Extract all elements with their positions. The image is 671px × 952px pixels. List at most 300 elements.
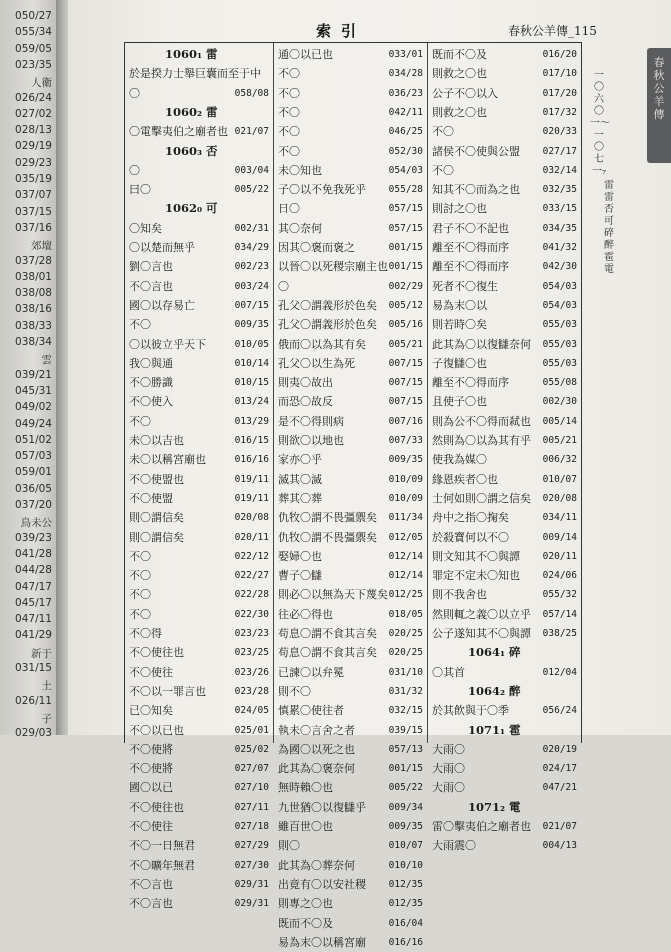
entry-reference: 001/15 xyxy=(388,763,423,775)
index-entry xyxy=(274,624,427,643)
index-entry xyxy=(125,624,273,643)
entry-reference: 027/17 xyxy=(542,145,577,157)
entry-text: 孔父〇謂義形於色矣 xyxy=(278,298,377,312)
entry-reference: 005/21 xyxy=(542,435,577,446)
entry-reference: 023/23 xyxy=(234,628,269,639)
entry-reference: 009/35 xyxy=(388,821,423,832)
index-column-2 xyxy=(274,43,428,949)
index-entry xyxy=(125,759,273,778)
entry-text: 則夷〇故出 xyxy=(278,376,333,390)
entry-text: 無時賴〇也 xyxy=(278,781,333,795)
entry-text: 劉〇言也 xyxy=(129,260,173,274)
entry-text: 執未〇言舍之者 xyxy=(278,723,355,737)
left-page-ref: 038/16 xyxy=(15,303,52,316)
entry-text: 罪定不定未〇知也 xyxy=(432,569,520,583)
entry-text: 不〇使往也 xyxy=(129,646,184,660)
index-entry xyxy=(274,585,427,604)
entry-text: 子復讎〇也 xyxy=(432,356,487,370)
entry-text: 曹子〇讎 xyxy=(278,569,322,583)
entry-reference: 055/08 xyxy=(542,377,577,389)
entry-text: 於殺寶何以不〇 xyxy=(432,530,509,544)
index-entry xyxy=(428,663,581,682)
entry-text: 我〇與通 xyxy=(129,356,173,370)
index-entry xyxy=(274,817,427,836)
entry-reference: 017/10 xyxy=(542,68,577,80)
entry-text: 其〇奈何 xyxy=(278,221,322,235)
entry-text: 日〇 xyxy=(278,202,300,216)
entry-text: 不〇言也 xyxy=(129,877,173,891)
left-page-ref: 038/33 xyxy=(15,319,52,332)
entry-reference: 032/15 xyxy=(388,705,423,717)
entry-text: 士何如則〇謂之信矣 xyxy=(432,491,531,505)
left-page-ref: 041/29 xyxy=(15,629,52,642)
entry-text: 九世猶〇以復讎乎 xyxy=(278,800,366,814)
entry-text: 雷〇擊夷伯之廟者也 xyxy=(432,820,531,833)
thumb-tab-label: 春秋公羊傳 xyxy=(653,56,665,121)
index-entry xyxy=(274,392,427,411)
left-page-ref: 050/27 xyxy=(15,10,52,22)
index-entry xyxy=(274,721,427,740)
entry-reference: 056/24 xyxy=(542,705,577,717)
index-entry xyxy=(125,431,273,450)
entry-text: 不〇言也 xyxy=(129,897,173,911)
entry-reference: 012/05 xyxy=(388,531,423,543)
entry-reference: 009/35 xyxy=(388,454,423,466)
entry-text: 〇電擊夷伯之廟者也 xyxy=(129,125,228,139)
heading-character: 1071₁ 雹 xyxy=(468,722,521,737)
book-page-number: 春秋公羊傳_115 xyxy=(508,24,597,38)
left-page-ref: 039/21 xyxy=(15,368,52,381)
index-entry xyxy=(274,875,427,894)
index-entry xyxy=(274,701,427,720)
entry-text: 不〇 xyxy=(432,163,454,177)
index-entry xyxy=(125,721,273,740)
entry-text: 不〇使往 xyxy=(129,820,173,833)
entry-text: 於其飲與于〇季 xyxy=(432,704,509,718)
index-entry xyxy=(274,45,427,64)
entry-text: 不〇 xyxy=(278,144,300,158)
index-entry xyxy=(428,257,581,276)
entry-reference: 034/35 xyxy=(542,222,577,234)
left-page-ref: 037/15 xyxy=(15,205,52,218)
entry-reference: 010/07 xyxy=(388,840,423,852)
entry-reference: 009/34 xyxy=(388,801,423,813)
index-entry xyxy=(125,180,273,199)
index-entry xyxy=(274,566,427,585)
entry-reference: 032/14 xyxy=(542,164,577,176)
index-entry xyxy=(274,103,427,122)
entry-reference: 007/15 xyxy=(234,299,269,311)
entry-text: 俄而〇以為其有矣 xyxy=(278,337,366,351)
index-entry xyxy=(274,142,427,161)
entry-text: 諸侯不〇使與公盟 xyxy=(432,144,520,158)
heading-character: 1062₀ 可 xyxy=(165,201,218,216)
entry-reference: 020/11 xyxy=(542,550,577,562)
entry-reference: 025/02 xyxy=(234,743,269,755)
index-entry xyxy=(428,836,581,855)
entry-reference: 016/16 xyxy=(388,936,423,948)
entry-text: 大雨震〇 xyxy=(432,839,476,853)
left-page-ref: 047/11 xyxy=(15,613,52,626)
entry-text: 不〇使往也 xyxy=(129,800,184,814)
entry-text: 不〇 xyxy=(432,125,454,139)
entry-text: 不〇使將 xyxy=(129,742,173,756)
index-entry xyxy=(274,547,427,566)
index-entry xyxy=(274,431,427,450)
entry-reference: 034/11 xyxy=(542,512,577,524)
left-page-ref: 039/23 xyxy=(15,531,52,544)
entry-reference: 005/21 xyxy=(388,338,423,350)
entry-text: 不〇 xyxy=(129,414,151,428)
index-entry xyxy=(428,508,581,527)
entry-reference: 033/01 xyxy=(388,49,423,60)
entry-reference: 034/28 xyxy=(388,68,423,80)
entry-reference: 020/08 xyxy=(234,512,269,524)
left-page-ref: 045/17 xyxy=(15,596,52,609)
index-entry xyxy=(274,219,427,238)
index-entry xyxy=(274,682,427,701)
index-entry xyxy=(274,64,427,83)
index-entry xyxy=(428,759,581,778)
index-entry xyxy=(125,315,273,334)
entry-text: 不〇勝識 xyxy=(129,376,173,390)
index-entry xyxy=(428,296,581,315)
entry-text: 以晉〇以死稷宗廟主也 xyxy=(278,260,388,274)
left-page-ref: 026/11 xyxy=(15,694,52,707)
left-page-ref: 059/05 xyxy=(15,42,52,55)
entry-reference: 027/30 xyxy=(234,859,269,871)
entry-text: 國〇以已 xyxy=(129,781,173,795)
left-page-ref: 027/02 xyxy=(15,107,52,120)
index-entry xyxy=(125,740,273,759)
index-entry xyxy=(428,528,581,547)
index-entry xyxy=(274,663,427,682)
entry-text: 於是揆力士舉巨囊而至于中 xyxy=(129,67,261,81)
entry-reference: 047/21 xyxy=(542,782,577,794)
left-page-ref: 023/35 xyxy=(15,58,52,71)
index-entry xyxy=(428,392,581,411)
entry-text: 出竟有〇以安社稷 xyxy=(278,877,366,891)
index-entry xyxy=(125,392,273,411)
left-page-ref: 038/34 xyxy=(15,336,52,348)
heading-character: 1071₂ 電 xyxy=(468,799,521,814)
left-page-ref: 郊壇 xyxy=(31,240,52,253)
entry-text: 不〇曠年無君 xyxy=(129,858,195,872)
entry-text: 不〇以已也 xyxy=(129,723,184,737)
entry-reference: 017/32 xyxy=(542,106,577,118)
left-page-ref: 029/23 xyxy=(15,156,52,169)
index-entry xyxy=(125,64,273,83)
entry-reference: 010/14 xyxy=(234,357,269,369)
entry-reference: 020/33 xyxy=(542,126,577,138)
entry-text: 易為末〇以稱宮廟 xyxy=(278,935,366,949)
left-page-ref: 新于 xyxy=(31,647,52,660)
index-entry xyxy=(428,238,581,257)
entry-text: 知其不〇而為之也 xyxy=(432,183,520,197)
index-entry xyxy=(428,740,581,759)
index-heading xyxy=(125,103,273,122)
entry-reference: 010/07 xyxy=(542,473,577,485)
index-entry xyxy=(428,470,581,489)
index-entry xyxy=(428,122,581,141)
index-entry xyxy=(274,450,427,469)
index-heading xyxy=(428,798,581,817)
entry-reference: 005/14 xyxy=(542,415,577,427)
left-page-ref: 041/28 xyxy=(15,547,52,560)
entry-text: 則若時〇矣 xyxy=(432,318,487,332)
index-entry xyxy=(125,296,273,315)
index-entry xyxy=(125,547,273,566)
entry-reference: 042/11 xyxy=(388,106,423,118)
entry-reference: 016/20 xyxy=(542,49,577,60)
entry-text: 則為公不〇得而弒也 xyxy=(432,414,531,428)
index-heading xyxy=(125,45,273,64)
entry-reference: 003/04 xyxy=(234,164,269,176)
entry-text: 滅其〇滅 xyxy=(278,472,322,486)
index-heading xyxy=(428,721,581,740)
entry-reference: 029/31 xyxy=(234,878,269,890)
entry-reference: 057/15 xyxy=(388,203,423,215)
index-entry xyxy=(274,84,427,103)
index-entry xyxy=(125,663,273,682)
entry-reference: 055/32 xyxy=(542,589,577,601)
entry-reference: 007/33 xyxy=(388,435,423,446)
entry-reference: 055/03 xyxy=(542,357,577,369)
index-entry xyxy=(428,45,581,64)
index-entry xyxy=(428,219,581,238)
entry-reference: 020/25 xyxy=(388,647,423,659)
index-entry xyxy=(125,875,273,894)
entry-reference: 011/34 xyxy=(388,512,423,524)
entry-text: 慎累〇使往者 xyxy=(278,704,344,718)
entry-text: 則〇謂信矣 xyxy=(129,511,184,525)
running-head xyxy=(68,20,603,42)
index-entry xyxy=(125,817,273,836)
entry-reference: 017/20 xyxy=(542,87,577,99)
index-entry xyxy=(274,528,427,547)
index-table xyxy=(124,42,582,949)
entry-reference: 022/12 xyxy=(234,550,269,562)
index-entry xyxy=(428,817,581,836)
entry-text: 然則輒之義〇以立乎 xyxy=(432,607,531,621)
index-entry xyxy=(274,199,427,218)
index-entry xyxy=(274,180,427,199)
index-entry xyxy=(125,566,273,585)
index-entry xyxy=(274,778,427,797)
index-entry xyxy=(428,431,581,450)
entry-text: 不〇使盟也 xyxy=(129,472,184,486)
entry-text: 不〇使往 xyxy=(129,665,173,679)
entry-text: 國〇以存易亡 xyxy=(129,298,195,312)
entry-text: 未〇以吉也 xyxy=(129,434,184,447)
index-entry xyxy=(274,856,427,875)
entry-text: 則〇 xyxy=(278,839,300,853)
entry-reference: 023/25 xyxy=(234,647,269,659)
left-page-ref: 子 xyxy=(41,712,52,725)
entry-reference: 010/15 xyxy=(234,377,269,389)
entry-reference: 004/13 xyxy=(542,840,577,852)
entry-text: 則必〇以無為天下蔑矣 xyxy=(278,588,388,602)
index-entry xyxy=(125,778,273,797)
index-entry xyxy=(274,277,427,296)
entry-text: 是不〇得則病 xyxy=(278,414,344,428)
index-entry xyxy=(125,470,273,489)
entry-text: 未〇以稱宮廟也 xyxy=(129,453,206,467)
index-entry xyxy=(274,894,427,913)
left-page-ref: 049/02 xyxy=(15,401,52,414)
entry-text: 則救之〇也 xyxy=(432,105,487,119)
heading-character: 1064₂ 醉 xyxy=(468,683,521,698)
entry-text: 此其為〇褒奈何 xyxy=(278,762,355,776)
index-entry xyxy=(274,373,427,392)
entry-reference: 012/25 xyxy=(388,589,423,601)
left-page-ref: 人衛 xyxy=(31,77,52,90)
entry-text: 已〇知矣 xyxy=(129,704,173,718)
index-entry xyxy=(274,798,427,817)
entry-text: 苟息〇謂不食其言矣 xyxy=(278,646,377,660)
entry-text: 不〇 xyxy=(129,549,151,563)
index-heading xyxy=(125,142,273,161)
entry-text: 〇 xyxy=(278,279,289,293)
entry-text: 易為末〇以 xyxy=(432,298,487,312)
index-entry xyxy=(428,547,581,566)
left-page-ref: 土 xyxy=(41,680,52,693)
index-entry xyxy=(428,315,581,334)
left-page-ref: 037/16 xyxy=(15,221,52,234)
entry-reference: 057/13 xyxy=(388,743,423,755)
entry-reference: 033/15 xyxy=(542,203,577,215)
left-page-ref: 037/28 xyxy=(15,254,52,267)
entry-reference: 020/25 xyxy=(388,628,423,639)
entry-text: 離至不〇得而序 xyxy=(432,260,509,274)
index-entry xyxy=(274,489,427,508)
index-entry xyxy=(125,701,273,720)
entry-text: 大雨〇 xyxy=(432,781,465,795)
entry-reference: 005/16 xyxy=(388,319,423,331)
entry-text: 使我為媒〇 xyxy=(432,453,487,467)
entry-text: 則欲〇以地也 xyxy=(278,434,344,447)
entry-reference: 057/15 xyxy=(388,222,423,234)
entry-reference: 027/29 xyxy=(234,840,269,852)
marginal-range-note: 一〇六〇一〜一〇七一₇ xyxy=(590,70,610,177)
index-heading xyxy=(428,643,581,662)
entry-reference: 041/32 xyxy=(542,242,577,253)
index-heading xyxy=(428,682,581,701)
entry-reference: 005/22 xyxy=(234,184,269,196)
left-page-ref: 035/19 xyxy=(15,173,52,185)
index-entry xyxy=(274,836,427,855)
entry-text: 孔父〇謂義形於色矣 xyxy=(278,318,377,332)
entry-reference: 022/30 xyxy=(234,608,269,620)
entry-reference: 005/12 xyxy=(388,299,423,311)
index-entry xyxy=(428,450,581,469)
marginal-character-note: 雷雷否可碎醉雹電 xyxy=(604,180,614,275)
entry-text: 〇以彼立乎天下 xyxy=(129,337,206,351)
thumb-tab xyxy=(647,48,671,163)
entry-reference: 002/31 xyxy=(234,222,269,234)
heading-character: 1064₁ 碎 xyxy=(468,645,521,660)
entry-text: 子〇以不免我死乎 xyxy=(278,183,366,197)
entry-reference: 007/15 xyxy=(388,357,423,369)
entry-text: 未〇知也 xyxy=(278,163,322,177)
index-entry xyxy=(428,778,581,797)
entry-text: 緣恩疾者〇也 xyxy=(432,472,498,486)
entry-text: 不〇言也 xyxy=(129,279,173,293)
entry-text: 不〇使入 xyxy=(129,395,173,409)
index-entry xyxy=(125,354,273,373)
left-page-ref: 028/13 xyxy=(15,124,52,137)
entry-text: 不〇 xyxy=(129,607,151,621)
index-entry xyxy=(125,643,273,662)
entry-reference: 010/09 xyxy=(388,473,423,485)
left-page-ref: 059/01 xyxy=(15,466,52,479)
entry-reference: 020/19 xyxy=(542,743,577,755)
entry-reference: 022/28 xyxy=(234,589,269,601)
entry-text: 此其為〇葬奈何 xyxy=(278,858,355,872)
entry-text: 不〇一日無君 xyxy=(129,839,195,853)
left-page-ref: 045/31 xyxy=(15,384,52,397)
index-entry xyxy=(274,605,427,624)
index-entry xyxy=(274,412,427,431)
entry-reference: 012/35 xyxy=(388,878,423,890)
entry-text: 因其〇褒而褒之 xyxy=(278,241,355,254)
index-entry xyxy=(125,798,273,817)
entry-text: 然則為〇以為其有乎 xyxy=(432,434,531,447)
entry-text: 則救之〇也 xyxy=(432,67,487,81)
entry-text: 則不我舍也 xyxy=(432,588,487,602)
index-entry xyxy=(428,180,581,199)
entry-reference: 002/29 xyxy=(388,280,423,292)
entry-reference: 012/04 xyxy=(542,666,577,678)
entry-reference: 054/03 xyxy=(542,280,577,292)
entry-reference: 016/15 xyxy=(234,435,269,446)
index-entry xyxy=(125,528,273,547)
entry-reference: 055/03 xyxy=(542,338,577,350)
entry-reference: 058/08 xyxy=(234,87,269,99)
index-entry xyxy=(125,412,273,431)
left-page-ref: 044/28 xyxy=(15,564,52,577)
entry-text: 〇其首 xyxy=(432,665,465,679)
index-entry xyxy=(428,701,581,720)
entry-reference: 042/30 xyxy=(542,261,577,273)
entry-text: 〇知矣 xyxy=(129,221,162,235)
entry-reference: 036/23 xyxy=(388,87,423,99)
index-entry xyxy=(125,161,273,180)
index-entry xyxy=(125,836,273,855)
entry-reference: 012/35 xyxy=(388,898,423,910)
entry-reference: 019/11 xyxy=(234,473,269,485)
entry-text: 不〇 xyxy=(278,105,300,119)
left-page-ref: 037/07 xyxy=(15,189,52,202)
entry-reference: 057/14 xyxy=(542,608,577,620)
entry-reference: 012/14 xyxy=(388,570,423,582)
entry-text: 既而不〇及 xyxy=(278,916,333,930)
index-entry xyxy=(274,122,427,141)
entry-reference: 024/06 xyxy=(542,570,577,582)
page-title: 索引 xyxy=(316,22,367,40)
entry-reference: 003/24 xyxy=(234,280,269,292)
index-entry xyxy=(125,856,273,875)
index-entry xyxy=(274,914,427,933)
entry-text: 家亦〇乎 xyxy=(278,453,322,467)
index-entry xyxy=(125,682,273,701)
entry-reference: 001/15 xyxy=(388,242,423,253)
index-entry xyxy=(274,257,427,276)
index-entry xyxy=(125,508,273,527)
entry-reference: 007/16 xyxy=(388,415,423,427)
entry-text: 則討之〇也 xyxy=(432,202,487,216)
entry-reference: 027/10 xyxy=(234,782,269,794)
